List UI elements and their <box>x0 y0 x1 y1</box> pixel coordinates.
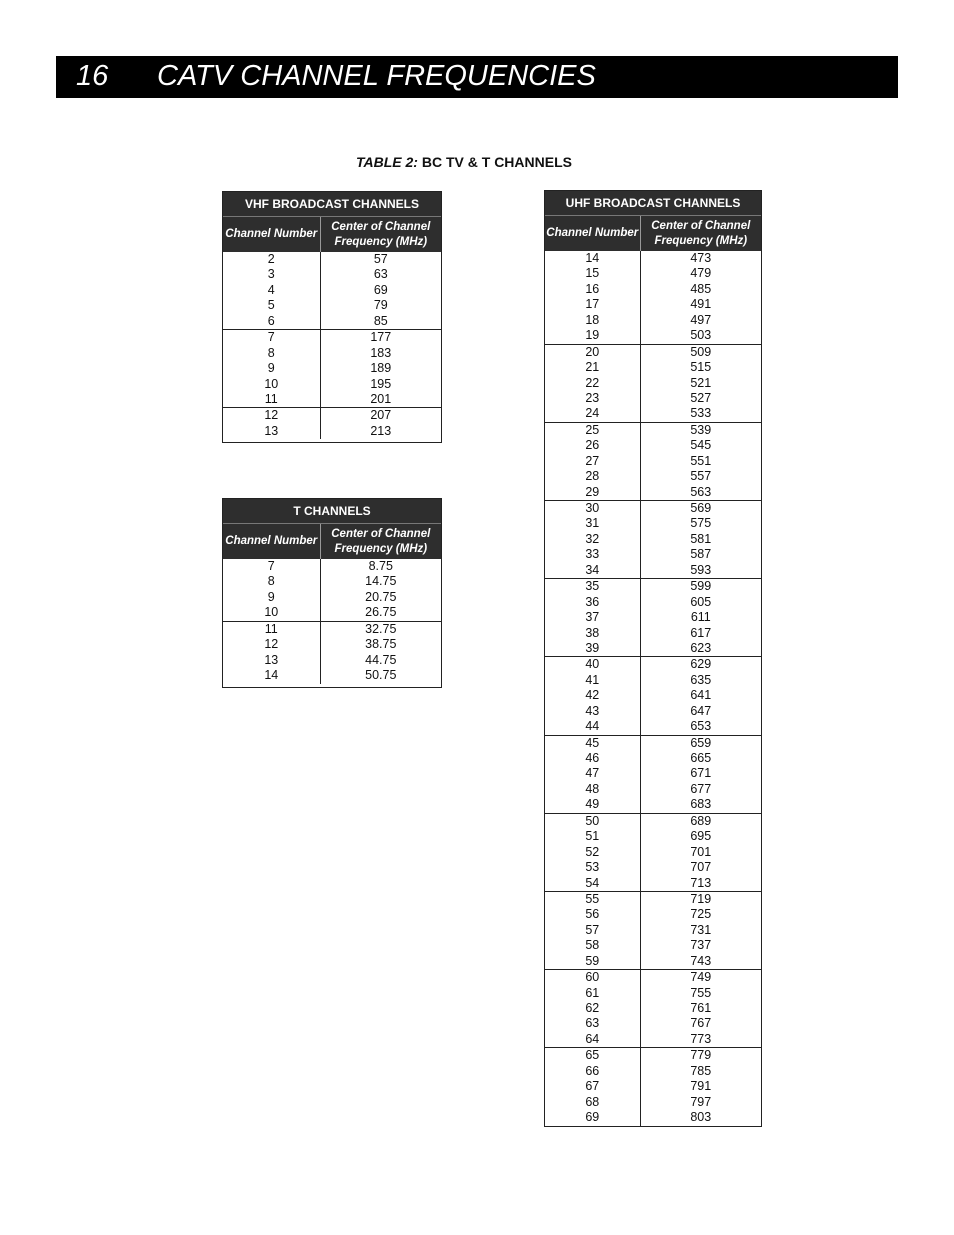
frequency-cell: 605 <box>690 594 712 609</box>
table-row <box>545 297 761 312</box>
channel-number-cell: 52 <box>545 845 641 860</box>
table-row <box>545 516 761 531</box>
table-row <box>223 361 441 376</box>
table-row <box>223 346 441 361</box>
channel-number-cell: 10 <box>223 605 321 620</box>
table-row <box>545 954 761 969</box>
channel-number-cell: 22 <box>545 376 641 391</box>
table-row <box>545 641 761 656</box>
channel-number-cell: 51 <box>545 829 641 844</box>
channel-number-cell: 68 <box>545 1095 641 1110</box>
frequency-cell: 63 <box>373 267 388 282</box>
channel-number-header: Channel Number <box>545 216 641 251</box>
frequency-cell: 491 <box>690 297 712 312</box>
table-row <box>223 377 441 392</box>
table-body <box>545 251 761 1126</box>
table-row <box>545 704 761 719</box>
channel-number-cell: 64 <box>545 1032 641 1047</box>
table-row <box>223 590 441 605</box>
channel-number-cell: 48 <box>545 782 641 797</box>
channel-number-cell: 61 <box>545 986 641 1001</box>
frequency-cell: 44.75 <box>365 652 397 667</box>
table-header-row <box>223 523 441 559</box>
table-row <box>545 563 761 578</box>
channel-number-cell: 49 <box>545 797 641 812</box>
frequency-cell: 32.75 <box>365 621 397 636</box>
table-row <box>223 622 441 637</box>
table-row <box>545 485 761 500</box>
channel-number-cell: 57 <box>545 923 641 938</box>
channel-number-cell: 38 <box>545 626 641 641</box>
channel-number-cell: 8 <box>223 574 321 589</box>
frequency-cell: 749 <box>690 970 712 985</box>
row-group <box>545 656 761 734</box>
channel-number-cell: 41 <box>545 673 641 688</box>
channel-number-cell: 60 <box>545 970 641 985</box>
row-group <box>545 969 761 1047</box>
channel-number-cell: 6 <box>223 314 321 329</box>
table-row <box>545 282 761 297</box>
channel-number-cell: 55 <box>545 892 641 907</box>
table-row <box>223 314 441 329</box>
table-row <box>545 986 761 1001</box>
table-row <box>545 814 761 829</box>
table-row <box>545 797 761 812</box>
table-row <box>545 860 761 875</box>
frequency-cell: 14.75 <box>365 574 397 589</box>
uhf-channel-table <box>544 190 762 1127</box>
table-row <box>545 595 761 610</box>
frequency-cell: 791 <box>690 1079 712 1094</box>
frequency-cell: 623 <box>690 640 712 655</box>
frequency-cell: 761 <box>690 1001 712 1015</box>
table-header-row <box>223 216 441 252</box>
channel-number-cell: 31 <box>545 516 641 531</box>
table-row <box>545 532 761 547</box>
frequency-cell: 629 <box>690 657 712 672</box>
table-row <box>545 610 761 625</box>
table-row <box>545 829 761 844</box>
table-row <box>223 668 441 683</box>
frequency-cell: 593 <box>690 562 712 577</box>
table-row <box>223 283 441 298</box>
table-row <box>545 251 761 266</box>
frequency-cell: 213 <box>370 423 392 438</box>
frequency-cell: 521 <box>690 375 712 390</box>
channel-number-cell: 18 <box>545 313 641 328</box>
table-row <box>545 766 761 781</box>
table-body <box>223 252 441 439</box>
channel-number-cell: 67 <box>545 1079 641 1094</box>
table-title: VHF BROADCAST CHANNELS <box>223 192 441 216</box>
channel-number-cell: 4 <box>223 283 321 298</box>
frequency-cell: 575 <box>690 516 712 531</box>
table-row <box>223 653 441 668</box>
table-row <box>545 423 761 438</box>
channel-number-cell: 11 <box>223 622 321 637</box>
frequency-cell: 647 <box>690 703 712 718</box>
channel-number-cell: 7 <box>223 559 321 574</box>
channel-number-cell: 50 <box>545 814 641 829</box>
frequency-cell: 85 <box>373 313 388 328</box>
channel-number-cell: 10 <box>223 377 321 392</box>
table-row <box>545 406 761 421</box>
channel-number-cell: 13 <box>223 653 321 668</box>
channel-number-header: Channel Number <box>223 217 321 252</box>
frequency-cell: 79 <box>373 298 388 313</box>
channel-number-cell: 2 <box>223 252 321 267</box>
frequency-cell: 737 <box>690 938 712 953</box>
table-row <box>545 626 761 641</box>
table-row <box>223 330 441 345</box>
channel-number-cell: 62 <box>545 1001 641 1016</box>
frequency-cell: 38.75 <box>365 637 397 652</box>
frequency-cell: 581 <box>690 531 712 546</box>
row-group <box>545 1047 761 1125</box>
table-row <box>223 637 441 652</box>
frequency-cell: 689 <box>690 813 712 828</box>
channel-number-cell: 34 <box>545 563 641 578</box>
channel-number-cell: 8 <box>223 346 321 361</box>
channel-number-cell: 37 <box>545 610 641 625</box>
row-group <box>545 251 761 344</box>
frequency-cell: 57 <box>373 252 388 266</box>
channel-number-cell: 66 <box>545 1064 641 1079</box>
table-row <box>545 454 761 469</box>
frequency-cell: 473 <box>690 251 712 265</box>
channel-number-cell: 28 <box>545 469 641 484</box>
table-row <box>223 252 441 267</box>
table-row <box>545 501 761 516</box>
frequency-cell: 779 <box>690 1048 712 1063</box>
channel-number-cell: 40 <box>545 657 641 672</box>
table-row <box>545 970 761 985</box>
channel-number-cell: 14 <box>545 251 641 266</box>
frequency-cell: 695 <box>690 829 712 844</box>
frequency-cell: 539 <box>690 422 712 437</box>
channel-number-cell: 12 <box>223 637 321 652</box>
channel-number-cell: 44 <box>545 719 641 734</box>
frequency-cell: 797 <box>690 1094 712 1109</box>
caption-text: BC TV & T CHANNELS <box>421 154 572 170</box>
table-row <box>545 1032 761 1047</box>
channel-number-cell: 16 <box>545 282 641 297</box>
frequency-cell: 719 <box>690 891 712 906</box>
table-row <box>545 751 761 766</box>
table-row <box>545 328 761 343</box>
channel-number-cell: 21 <box>545 360 641 375</box>
row-group <box>545 578 761 656</box>
table-caption <box>356 154 572 170</box>
table-row <box>545 938 761 953</box>
frequency-cell: 683 <box>690 797 712 812</box>
frequency-cell: 189 <box>370 361 392 376</box>
frequency-cell: 177 <box>370 330 392 345</box>
channel-number-cell: 14 <box>223 668 321 683</box>
frequency-cell: 509 <box>690 344 712 359</box>
frequency-header: Center of Channel Frequency (MHz) <box>331 220 431 248</box>
channel-number-cell: 63 <box>545 1016 641 1031</box>
row-group <box>545 891 761 969</box>
table-row <box>545 719 761 734</box>
table-row <box>545 266 761 281</box>
row-group <box>223 559 441 621</box>
frequency-cell: 515 <box>690 360 712 375</box>
table-row <box>545 1079 761 1094</box>
table-row <box>223 392 441 407</box>
table-row <box>545 376 761 391</box>
channel-number-cell: 20 <box>545 345 641 360</box>
row-group <box>223 252 441 329</box>
frequency-cell: 587 <box>690 547 712 562</box>
channel-number-cell: 32 <box>545 532 641 547</box>
frequency-cell: 207 <box>370 408 392 423</box>
table-header-row <box>545 215 761 251</box>
row-group <box>545 344 761 422</box>
frequency-cell: 707 <box>690 860 712 875</box>
table-row <box>545 313 761 328</box>
row-group <box>223 621 441 684</box>
page-header <box>56 56 898 98</box>
frequency-cell: 653 <box>690 719 712 734</box>
frequency-cell: 785 <box>690 1063 712 1078</box>
frequency-cell: 755 <box>690 985 712 1000</box>
row-group <box>545 500 761 578</box>
table-row <box>545 688 761 703</box>
frequency-cell: 545 <box>690 438 712 453</box>
table-row <box>223 574 441 589</box>
table-row <box>545 845 761 860</box>
table-row <box>545 547 761 562</box>
frequency-cell: 50.75 <box>365 668 397 683</box>
channel-number-cell: 23 <box>545 391 641 406</box>
channel-number-cell: 43 <box>545 704 641 719</box>
channel-number-cell: 56 <box>545 907 641 922</box>
frequency-cell: 803 <box>690 1110 712 1125</box>
channel-number-cell: 54 <box>545 876 641 891</box>
table-row <box>223 267 441 282</box>
frequency-cell: 767 <box>690 1016 712 1031</box>
table-row <box>545 1048 761 1063</box>
frequency-header: Center of Channel Frequency (MHz) <box>331 527 431 555</box>
frequency-cell: 201 <box>370 391 392 406</box>
channel-number-cell: 26 <box>545 438 641 453</box>
table-row <box>223 605 441 620</box>
channel-number-cell: 45 <box>545 736 641 751</box>
frequency-cell: 635 <box>690 672 712 687</box>
channel-number-cell: 24 <box>545 406 641 421</box>
frequency-cell: 485 <box>690 281 712 296</box>
frequency-cell: 671 <box>690 766 712 781</box>
table-row <box>223 424 441 439</box>
channel-number-cell: 15 <box>545 266 641 281</box>
channel-number-cell: 47 <box>545 766 641 781</box>
table-body <box>223 559 441 684</box>
table-row <box>223 408 441 423</box>
table-title: UHF BROADCAST CHANNELS <box>545 191 761 215</box>
page-number: 16 <box>76 60 109 92</box>
channel-number-cell: 59 <box>545 954 641 969</box>
table-row <box>545 1095 761 1110</box>
channel-number-cell: 65 <box>545 1048 641 1063</box>
table-row <box>545 438 761 453</box>
channel-number-cell: 19 <box>545 328 641 343</box>
frequency-header: Center of Channel Frequency (MHz) <box>651 219 751 247</box>
table-row <box>545 673 761 688</box>
frequency-cell: 713 <box>690 875 712 890</box>
frequency-cell: 701 <box>690 844 712 859</box>
channel-number-cell: 12 <box>223 408 321 423</box>
channel-number-cell: 69 <box>545 1110 641 1125</box>
frequency-cell: 503 <box>690 328 712 343</box>
table-title: T CHANNELS <box>223 499 441 523</box>
channel-number-cell: 46 <box>545 751 641 766</box>
frequency-cell: 479 <box>690 266 712 281</box>
table-row <box>223 559 441 574</box>
channel-number-cell: 39 <box>545 641 641 656</box>
channel-number-cell: 11 <box>223 392 321 407</box>
frequency-cell: 26.75 <box>365 605 397 620</box>
channel-number-cell: 5 <box>223 298 321 313</box>
channel-number-cell: 58 <box>545 938 641 953</box>
table-row <box>545 345 761 360</box>
frequency-cell: 563 <box>690 484 712 499</box>
frequency-cell: 497 <box>690 312 712 327</box>
frequency-cell: 725 <box>690 907 712 922</box>
table-row <box>545 876 761 891</box>
frequency-cell: 677 <box>690 781 712 796</box>
frequency-cell: 665 <box>690 751 712 765</box>
table-row <box>545 736 761 751</box>
channel-number-cell: 9 <box>223 590 321 605</box>
row-group <box>545 735 761 813</box>
frequency-cell: 195 <box>370 376 392 391</box>
t-channel-table <box>222 498 442 688</box>
channel-number-cell: 53 <box>545 860 641 875</box>
table-row <box>545 579 761 594</box>
channel-number-cell: 9 <box>223 361 321 376</box>
channel-number-header: Channel Number <box>223 524 321 559</box>
channel-number-cell: 3 <box>223 267 321 282</box>
table-row <box>545 360 761 375</box>
frequency-cell: 569 <box>690 501 712 515</box>
frequency-cell: 551 <box>690 453 712 468</box>
frequency-cell: 183 <box>370 345 392 360</box>
frequency-cell: 69 <box>373 282 388 297</box>
row-group <box>545 813 761 891</box>
channel-number-cell: 25 <box>545 423 641 438</box>
frequency-cell: 611 <box>690 610 711 625</box>
table-row <box>545 1016 761 1031</box>
table-row <box>545 923 761 938</box>
channel-number-cell: 33 <box>545 547 641 562</box>
frequency-cell: 641 <box>690 688 712 703</box>
table-row <box>545 1064 761 1079</box>
row-group <box>223 407 441 439</box>
channel-number-cell: 35 <box>545 579 641 594</box>
channel-number-cell: 42 <box>545 688 641 703</box>
frequency-cell: 527 <box>690 390 712 405</box>
table-row <box>545 1110 761 1125</box>
frequency-cell: 773 <box>690 1031 712 1046</box>
frequency-cell: 557 <box>690 469 712 484</box>
page-title: CATV CHANNEL FREQUENCIES <box>157 60 596 92</box>
row-group <box>223 329 441 407</box>
frequency-cell: 533 <box>690 406 712 421</box>
frequency-cell: 731 <box>690 922 712 937</box>
table-row <box>545 391 761 406</box>
frequency-cell: 659 <box>690 735 712 750</box>
table-row <box>545 782 761 797</box>
frequency-cell: 617 <box>690 625 712 640</box>
table-row <box>545 469 761 484</box>
table-row <box>223 298 441 313</box>
table-row <box>545 1001 761 1016</box>
channel-number-cell: 7 <box>223 330 321 345</box>
row-group <box>545 422 761 500</box>
table-row <box>545 892 761 907</box>
channel-number-cell: 29 <box>545 485 641 500</box>
channel-number-cell: 13 <box>223 424 321 439</box>
frequency-cell: 20.75 <box>365 589 397 604</box>
table-row <box>545 907 761 922</box>
vhf-channel-table <box>222 191 442 443</box>
channel-number-cell: 36 <box>545 595 641 610</box>
channel-number-cell: 17 <box>545 297 641 312</box>
channel-number-cell: 30 <box>545 501 641 516</box>
frequency-cell: 743 <box>690 953 712 968</box>
channel-number-cell: 27 <box>545 454 641 469</box>
frequency-cell: 599 <box>690 579 712 594</box>
table-row <box>545 657 761 672</box>
caption-prefix: TABLE 2: <box>356 154 418 170</box>
frequency-cell: 8.75 <box>368 559 393 573</box>
